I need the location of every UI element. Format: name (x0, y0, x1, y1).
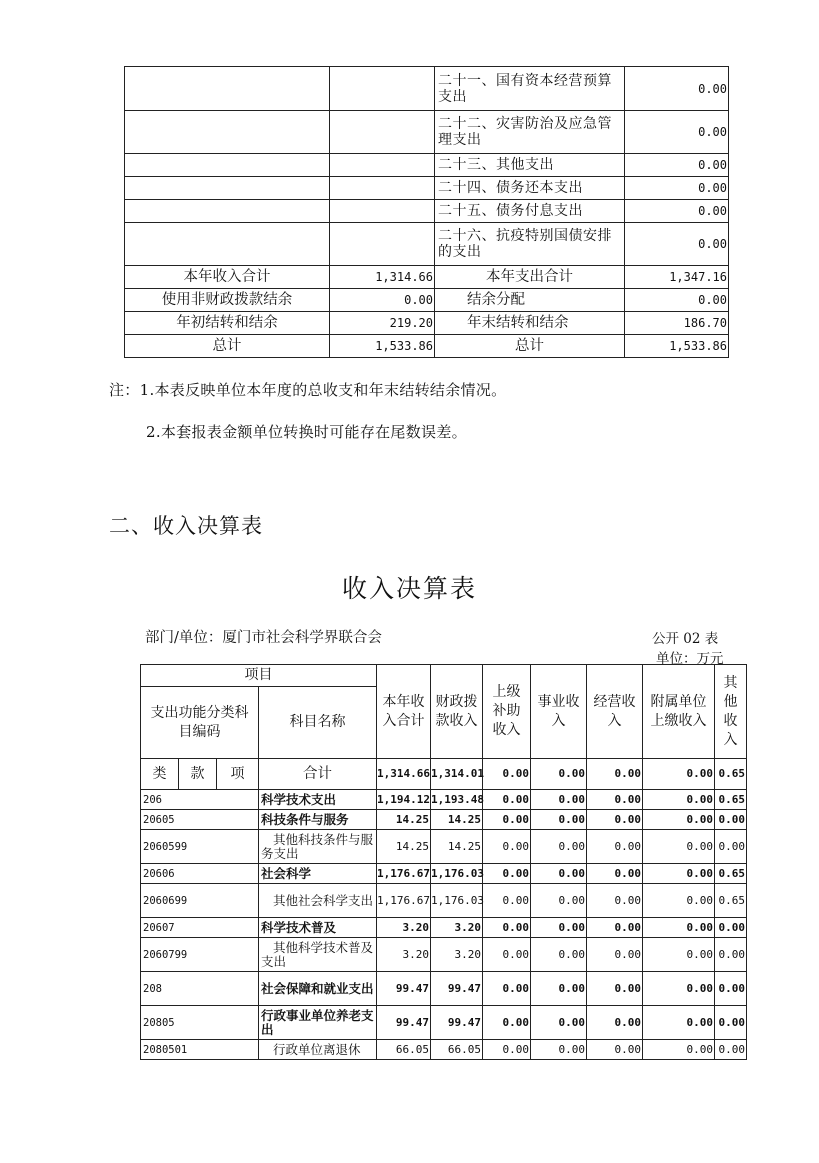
value-cell: 3.20 (377, 938, 431, 972)
value-cell: 0.00 (715, 938, 747, 972)
expense-item-amount: 0.00 (625, 154, 729, 177)
note-line-1: 注：1.本表反映单位本年度的总收支和年末结转结余情况。 (109, 381, 507, 399)
empty-cell (125, 154, 330, 177)
value-cell: 99.47 (431, 972, 483, 1006)
expense-total-value: 1,347.16 (625, 266, 729, 289)
value-cell: 0.00 (643, 830, 715, 864)
table-title: 收入决算表 (341, 574, 477, 603)
value-cell: 0.00 (643, 918, 715, 938)
value-cell: 0.00 (483, 938, 531, 972)
value-cell: 0.65 (715, 759, 747, 790)
totals-row (125, 266, 729, 289)
subject-name: 科学技术普及 (259, 918, 377, 938)
value-cell: 0.00 (531, 830, 587, 864)
value-cell: 1,314.01 (431, 759, 483, 790)
value-cell: 0.00 (531, 1006, 587, 1040)
header-code: 支出功能分类科目编码 (141, 687, 259, 759)
value-cell: 0.00 (587, 864, 643, 884)
value-cell: 0.00 (715, 972, 747, 1006)
value-cell: 0.00 (643, 972, 715, 1006)
value-cell: 3.20 (431, 938, 483, 972)
value-cell: 14.25 (431, 810, 483, 830)
value-cell: 1,176.03 (431, 864, 483, 884)
value-cell: 0.00 (483, 810, 531, 830)
value-cell: 0.00 (587, 1040, 643, 1060)
header-business: 事业收入 (531, 665, 587, 759)
value-cell: 0.00 (587, 759, 643, 790)
summary-table (124, 66, 729, 358)
header-item: 项目 (141, 665, 377, 687)
grand-total-income-value: 1,533.86 (330, 335, 435, 358)
subject-name: 科技条件与服务 (259, 810, 377, 830)
grand-total-label: 总计 (125, 335, 330, 358)
subject-code: 206 (141, 790, 259, 810)
section-heading: 二、收入决算表 (109, 514, 263, 538)
value-cell: 0.00 (587, 884, 643, 918)
header-superior: 上级补助收入 (483, 665, 531, 759)
empty-cell (330, 111, 435, 154)
closing-balance-label: 年末结转和结余 (435, 312, 625, 335)
empty-cell (125, 200, 330, 223)
subject-name: 其他社会科学支出 (259, 884, 377, 918)
totals-row (125, 312, 729, 335)
header-row (141, 665, 747, 687)
value-cell: 0.00 (483, 759, 531, 790)
empty-cell (330, 154, 435, 177)
value-cell: 0.00 (643, 759, 715, 790)
table-row (141, 938, 747, 972)
empty-cell (125, 177, 330, 200)
grand-total-expense-value: 1,533.86 (625, 335, 729, 358)
value-cell: 0.65 (715, 884, 747, 918)
expense-item-label: 二十六、抗疫特别国债安排的支出 (435, 223, 625, 266)
subject-name: 社会保障和就业支出 (259, 972, 377, 1006)
expense-total-label: 本年支出合计 (435, 266, 625, 289)
value-cell: 0.00 (483, 830, 531, 864)
expense-item-amount: 0.00 (625, 177, 729, 200)
expense-item-label: 二十二、灾害防治及应急管理支出 (435, 111, 625, 154)
table-row (141, 864, 747, 884)
table-row (141, 884, 747, 918)
value-cell: 0.00 (715, 918, 747, 938)
value-cell: 0.00 (643, 1006, 715, 1040)
value-cell: 99.47 (431, 1006, 483, 1040)
value-cell: 0.00 (483, 1040, 531, 1060)
expense-item-amount: 0.00 (625, 67, 729, 111)
value-cell: 0.00 (483, 972, 531, 1006)
value-cell: 0.00 (643, 864, 715, 884)
surplus-distribution-value: 0.00 (625, 289, 729, 312)
value-cell: 3.20 (377, 918, 431, 938)
value-cell: 0.00 (531, 1040, 587, 1060)
subject-code: 208 (141, 972, 259, 1006)
value-cell: 1,176.03 (431, 884, 483, 918)
subject-code: 20607 (141, 918, 259, 938)
value-cell: 0.00 (531, 918, 587, 938)
value-cell: 0.00 (531, 884, 587, 918)
value-cell: 1,193.48 (431, 790, 483, 810)
table-row (125, 177, 729, 200)
value-cell: 0.65 (715, 790, 747, 810)
unit-label: 单位：万元 (656, 651, 724, 667)
table-row (141, 790, 747, 810)
surplus-distribution-label: 结余分配 (435, 289, 625, 312)
table-row (125, 223, 729, 266)
header-subject-name: 科目名称 (259, 687, 377, 759)
value-cell: 66.05 (377, 1040, 431, 1060)
value-cell: 1,176.67 (377, 864, 431, 884)
value-cell: 0.00 (587, 810, 643, 830)
header-class: 类 (141, 759, 179, 790)
value-cell: 0.00 (643, 1040, 715, 1060)
value-cell: 14.25 (377, 830, 431, 864)
value-cell: 0.00 (643, 790, 715, 810)
opening-balance-value: 219.20 (330, 312, 435, 335)
income-total-value: 1,314.66 (330, 266, 435, 289)
value-cell: 66.05 (431, 1040, 483, 1060)
value-cell: 0.00 (531, 810, 587, 830)
value-cell: 0.00 (587, 918, 643, 938)
expense-item-label: 二十五、债务付息支出 (435, 200, 625, 223)
header-affiliated: 附属单位上缴收入 (643, 665, 715, 759)
opening-balance-label: 年初结转和结余 (125, 312, 330, 335)
total-label: 合计 (259, 759, 377, 790)
empty-cell (330, 223, 435, 266)
value-cell: 0.00 (715, 810, 747, 830)
subject-name: 社会科学 (259, 864, 377, 884)
total-row (141, 759, 747, 790)
income-total-label: 本年收入合计 (125, 266, 330, 289)
value-cell: 0.00 (715, 830, 747, 864)
subject-code: 20605 (141, 810, 259, 830)
subject-name: 科学技术支出 (259, 790, 377, 810)
value-cell: 0.00 (483, 884, 531, 918)
header-operating: 经营收入 (587, 665, 643, 759)
subject-name: 行政事业单位养老支出 (259, 1006, 377, 1040)
value-cell: 0.00 (531, 938, 587, 972)
value-cell: 0.00 (715, 1040, 747, 1060)
table-row (141, 918, 747, 938)
table-row (125, 67, 729, 111)
value-cell: 0.00 (715, 1006, 747, 1040)
expense-item-amount: 0.00 (625, 223, 729, 266)
expense-item-label: 二十三、其他支出 (435, 154, 625, 177)
subject-code: 20606 (141, 864, 259, 884)
value-cell: 0.00 (643, 884, 715, 918)
expense-item-amount: 0.00 (625, 111, 729, 154)
value-cell: 0.00 (587, 938, 643, 972)
table-row (125, 200, 729, 223)
value-cell: 0.00 (531, 864, 587, 884)
empty-cell (125, 111, 330, 154)
value-cell: 0.00 (643, 810, 715, 830)
subject-code: 2080501 (141, 1040, 259, 1060)
empty-cell (330, 200, 435, 223)
value-cell: 0.00 (483, 1006, 531, 1040)
empty-cell (125, 67, 330, 111)
value-cell: 0.00 (587, 790, 643, 810)
header-entry: 项 (217, 759, 259, 790)
value-cell: 0.00 (587, 972, 643, 1006)
subject-code: 2060699 (141, 884, 259, 918)
subject-code: 20805 (141, 1006, 259, 1040)
value-cell: 1,176.67 (377, 884, 431, 918)
table-row (125, 154, 729, 177)
header-section: 款 (179, 759, 217, 790)
closing-balance-value: 186.70 (625, 312, 729, 335)
table-row (141, 830, 747, 864)
department-line: 部门/单位：厦门市社会科学界联合会 (145, 630, 382, 646)
header-other: 其他收入 (715, 665, 747, 759)
empty-cell (330, 177, 435, 200)
header-total: 本年收入合计 (377, 665, 431, 759)
grand-total-label: 总计 (435, 335, 625, 358)
expense-item-amount: 0.00 (625, 200, 729, 223)
value-cell: 3.20 (431, 918, 483, 938)
expense-item-label: 二十四、债务还本支出 (435, 177, 625, 200)
note-line-2: 2.本套报表金额单位转换时可能存在尾数误差。 (146, 423, 467, 441)
value-cell: 0.00 (483, 790, 531, 810)
value-cell: 14.25 (431, 830, 483, 864)
value-cell: 0.00 (531, 759, 587, 790)
value-cell: 14.25 (377, 810, 431, 830)
table-row (125, 111, 729, 154)
non-fiscal-balance-value: 0.00 (330, 289, 435, 312)
value-cell: 99.47 (377, 1006, 431, 1040)
totals-row (125, 289, 729, 312)
table-row (141, 1040, 747, 1060)
header-fiscal: 财政拨款收入 (431, 665, 483, 759)
table-row (141, 1006, 747, 1040)
value-cell: 0.00 (587, 1006, 643, 1040)
subject-name: 其他科学技术普及支出 (259, 938, 377, 972)
income-table (140, 664, 747, 1060)
value-cell: 0.00 (531, 972, 587, 1006)
value-cell: 0.00 (643, 938, 715, 972)
totals-row (125, 335, 729, 358)
subject-code: 2060599 (141, 830, 259, 864)
subject-name: 行政单位离退休 (259, 1040, 377, 1060)
value-cell: 0.00 (531, 790, 587, 810)
value-cell: 1,194.12 (377, 790, 431, 810)
expense-item-label: 二十一、国有资本经营预算支出 (435, 67, 625, 111)
subject-code: 2060799 (141, 938, 259, 972)
subject-name: 其他科技条件与服务支出 (259, 830, 377, 864)
empty-cell (330, 67, 435, 111)
empty-cell (125, 223, 330, 266)
table-row (141, 972, 747, 1006)
value-cell: 99.47 (377, 972, 431, 1006)
value-cell: 0.65 (715, 864, 747, 884)
value-cell: 0.00 (483, 918, 531, 938)
value-cell: 0.00 (483, 864, 531, 884)
non-fiscal-balance-label: 使用非财政拨款结余 (125, 289, 330, 312)
value-cell: 1,314.66 (377, 759, 431, 790)
form-code: 公开 02 表 (652, 631, 719, 647)
table-row (141, 810, 747, 830)
value-cell: 0.00 (587, 830, 643, 864)
